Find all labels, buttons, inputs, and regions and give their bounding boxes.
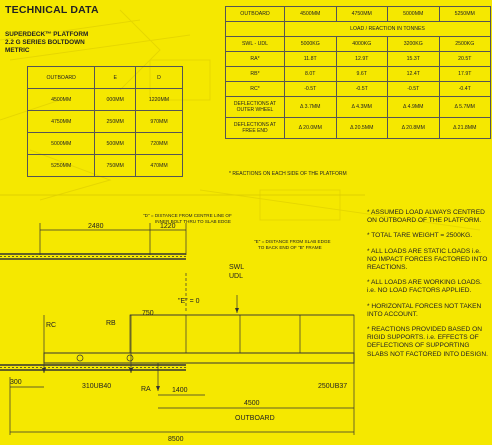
table-footnote: * REACTIONS ON EACH SIDE OF THE PLATFORM [229,171,347,177]
table-cell: 17.9T [439,67,491,82]
table-cell: DEFLECTIONS AT FREE END [226,118,285,139]
product-subtitle [5,31,88,55]
table-row [28,133,183,155]
table-cell: SWL - UDL [226,37,285,52]
table-row [226,118,491,139]
reaction-ra-label: RA [141,386,151,393]
table-row [28,155,183,177]
design-notes [367,209,491,366]
table-cell: 8.0T [285,67,337,82]
table-cell: 3200KG [388,37,440,52]
load-reaction-table [225,6,491,139]
e-zero-label: "E" = 0 [178,298,200,305]
table-cell: Δ 3.7MM [285,97,337,118]
page-title: TECHNICAL DATA [5,4,99,16]
dimension-2480: 2480 [88,223,104,230]
subtitle-line: SUPERDECK™ PLATFORM [5,31,89,38]
table-cell: 5000KG [285,37,337,52]
table-header: E [95,67,136,89]
outboard-dimension-table [27,66,183,177]
table-cell: 11.8T [285,52,337,67]
table-section-title: LOAD / REACTION IN TONNES [285,22,491,37]
table-cell: -0.5T [336,82,388,97]
table-cell: 2500KG [439,37,491,52]
e-distance-note: "E" = DISTANCE FROM SLAB EDGE [254,239,331,244]
note-item: * HORIZONTAL FORCES NOT TAKEN INTO ACCOUNT. [367,302,482,318]
table-row [28,89,183,111]
table-cell: Δ 20.0MM [285,118,337,139]
table-cell: Δ 20.5MM [336,118,388,139]
table-cell: 750MM [95,155,136,177]
table-cell [226,22,285,37]
table-cell: 5250MM [28,155,95,177]
table-cell: Δ 4.3MM [336,97,388,118]
dimension-1400: 1400 [172,387,188,394]
note-item: * TOTAL TARE WEIGHT = 2500KG. [367,232,473,240]
table-cell: 250MM [95,111,136,133]
dimension-4500: 4500 [244,400,260,407]
table-cell: -0.5T [388,82,440,97]
subtitle-line: 2.2 G SERIES BOLTDOWN [5,39,85,46]
table-cell: Δ 5.7MM [439,97,491,118]
table-cell: RC* [226,82,285,97]
reaction-rb-label: RB [106,320,116,327]
udl-label: UDL [229,273,244,280]
table-section-row [226,22,491,37]
table-header: OUTBOARD [28,67,95,89]
note-item: * REACTIONS PROVIDED BASED ON RIGID SUPPORTS. i.e. EFFECTS OF DEFLECTIONS OF SUPPORTING SLABS NOT FACTORED INTO DESIGN. [367,326,488,358]
table-cell: 15.3T [388,52,440,67]
table-cell: 12.4T [388,67,440,82]
table-header: OUTBOARD [226,7,285,22]
table-cell: RA* [226,52,285,67]
table-header: 4750MM [336,7,388,22]
note-item: * ASSUMED LOAD ALWAYS CENTRED ON OUTBOARD OF THE PLATFORM. [367,209,485,225]
swl-label: SWL [229,264,245,271]
table-cell: 1220MM [136,89,183,111]
table-row [28,111,183,133]
table-cell: 000MM [95,89,136,111]
table-cell: 9.6T [336,67,388,82]
dimension-8500: 8500 [168,436,184,443]
d-distance-note: INNER BOLT THRU TO SLAB EDGE [155,219,231,224]
table-header: 4500MM [285,7,337,22]
table-cell: 4750MM [28,111,95,133]
table-header-row [226,7,491,22]
table-row [226,97,491,118]
table-row [226,67,491,82]
table-cell: -0.4T [439,82,491,97]
table-cell: 970MM [136,111,183,133]
table-cell: 5000MM [28,133,95,155]
table-header-row [28,67,183,89]
note-item: * ALL LOADS ARE STATIC LOADS i.e. NO IMPACT FORCES FACTORED INTO REACTIONS. [367,247,488,272]
dimension-300: 300 [10,379,22,386]
table-cell: 500MM [95,133,136,155]
table-cell: 470MM [136,155,183,177]
table-cell: -0.5T [285,82,337,97]
table-header: 5000MM [388,7,440,22]
subtitle-line: METRIC [5,47,30,54]
table-row [226,52,491,67]
reaction-rc-label: RC [46,322,57,329]
table-cell: 720MM [136,133,183,155]
table-header: 5250MM [439,7,491,22]
table-cell: Δ 21.8MM [439,118,491,139]
table-cell: 12.9T [336,52,388,67]
e-distance-note: TO BACK END OF "B" FRAME [258,245,322,250]
table-row [226,82,491,97]
table-cell: Δ 20.8MM [388,118,440,139]
table-cell: 4500MM [28,89,95,111]
d-distance-note: "D" = DISTANCE FROM CENTRE LINE OF [143,213,232,218]
table-row [226,37,491,52]
table-cell: Δ 4.9MM [388,97,440,118]
dimension-750: 750 [142,310,154,317]
note-item: * ALL LOADS ARE WORKING LOADS. i.e. NO LOAD FACTORS APPLIED. [367,279,482,295]
table-cell: 4000KG [336,37,388,52]
table-cell: DEFLECTIONS AT OUTER WHEEL [226,97,285,118]
beam-310ub40-label: 310UB40 [82,383,112,390]
table-header: D [136,67,183,89]
table-cell: 20.5T [439,52,491,67]
outboard-label: OUTBOARD [235,415,275,422]
table-cell: RB* [226,67,285,82]
beam-250ub37-label: 250UB37 [318,383,348,390]
platform-elevation-drawing [0,195,365,445]
dimension-1220: 1220 [160,223,176,230]
